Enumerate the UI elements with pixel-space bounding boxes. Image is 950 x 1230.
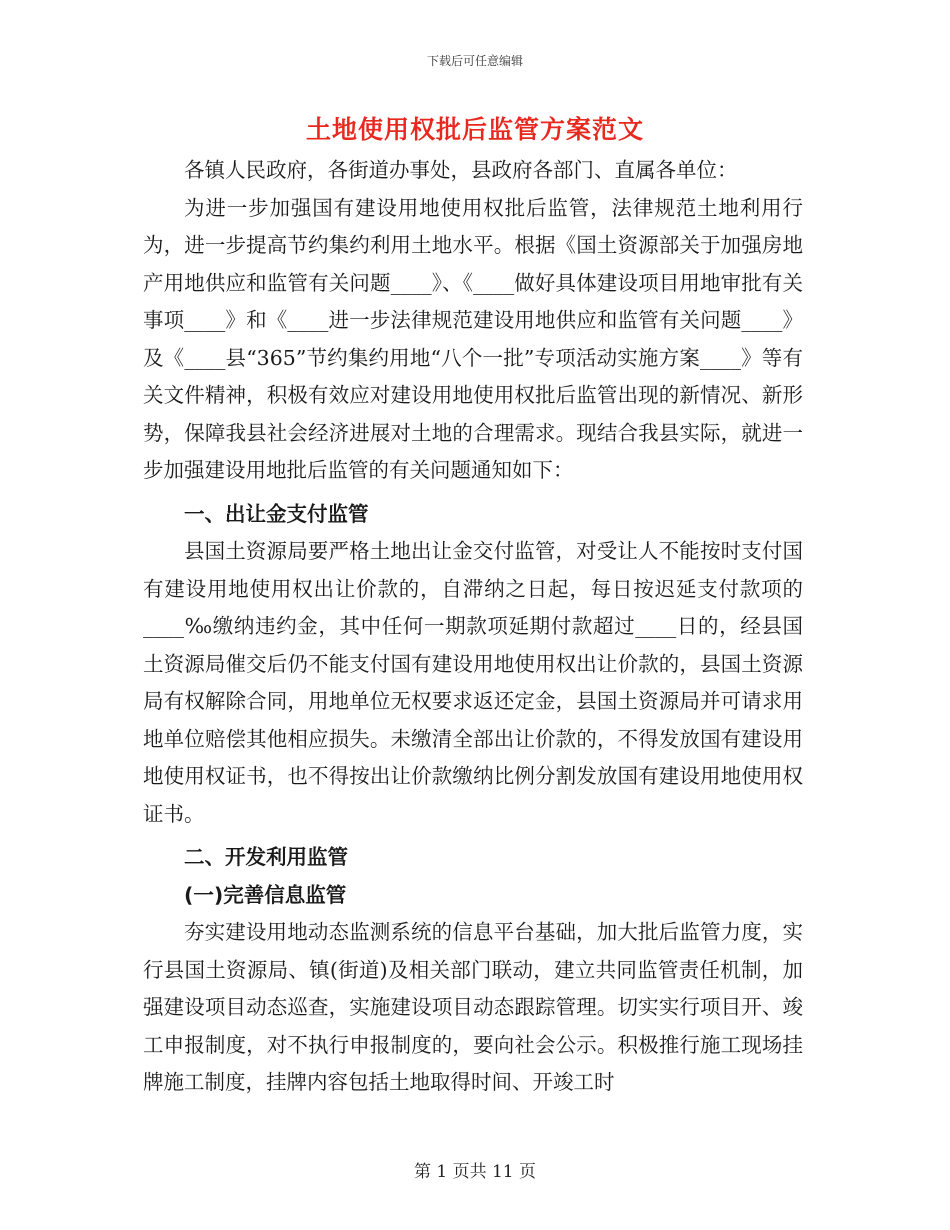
section1-heading: 一、出让金支付监管 <box>184 501 369 526</box>
page-footer: 第 1 页共 11 页 <box>413 1162 537 1182</box>
document-body <box>143 152 803 1102</box>
section2-subheading: (一)完善信息监管 <box>184 882 347 907</box>
intro-paragraph: 为进一步加强国有建设用地使用权批后监管，法律规范土地利用行为，进一步提高节约集约利用土地水平。根据《国土资源部关于加强房地产用地供应和监管有关问题____》、《____做好具体建设项目用地审批有关事项____》和《____进一步法律规范建设用地供应和监管有关问题____》及《____县“365”节约集约用地“八个一批”专项活动实施方案____》等有关文件精神，积极有效应对建设用地使用权批后监管出现的新情况、新形势，保障我县社会经济进展对土地的合理需求。现结合我县实际，就进一步加强建设用地批后监管的有关问题通知如下： <box>143 195 803 482</box>
section2-paragraph: 夯实建设用地动态监测系统的信息平台基础，加大批后监管力度，实行县国土资源局、镇(街道)及相关部门联动，建立共同监管责任机制，加强建设项目动态巡查，实施建设项目动态跟踪管理。切实实行项目开、竣工申报制度，对不执行申报制度的，要向社会公示。积极推行施工现场挂牌施工制度，挂牌内容包括土地取得时间、开竣工时 <box>143 920 803 1094</box>
header-note: 下载后可任意编辑 <box>426 54 523 68</box>
salutation: 各镇人民政府，各街道办事处，县政府各部门、直属各单位： <box>184 158 738 182</box>
document-title: 土地使用权批后监管方案范文 <box>305 115 644 144</box>
section1-paragraph: 县国土资源局要严格土地出让金交付监管，对受让人不能按时支付国有建设用地使用权出让价款的，自滞纳之日起，每日按迟延支付款项的____‰缴纳违约金，其中任何一期款项延期付款超过____日的，经县国土资源局催交后仍不能支付国有建设用地使用权出让价款的，县国土资源局有权解除合同，用地单位无权要求返还定金，县国土资源局并可请求用地单位赔偿其他相应损失。未缴清全部出让价款的，不得发放国有建设用地使用权证书，也不得按出让价款缴纳比例分割发放国有建设用地使用权证书。 <box>143 539 803 826</box>
section2-heading: 二、开发利用监管 <box>184 845 348 869</box>
